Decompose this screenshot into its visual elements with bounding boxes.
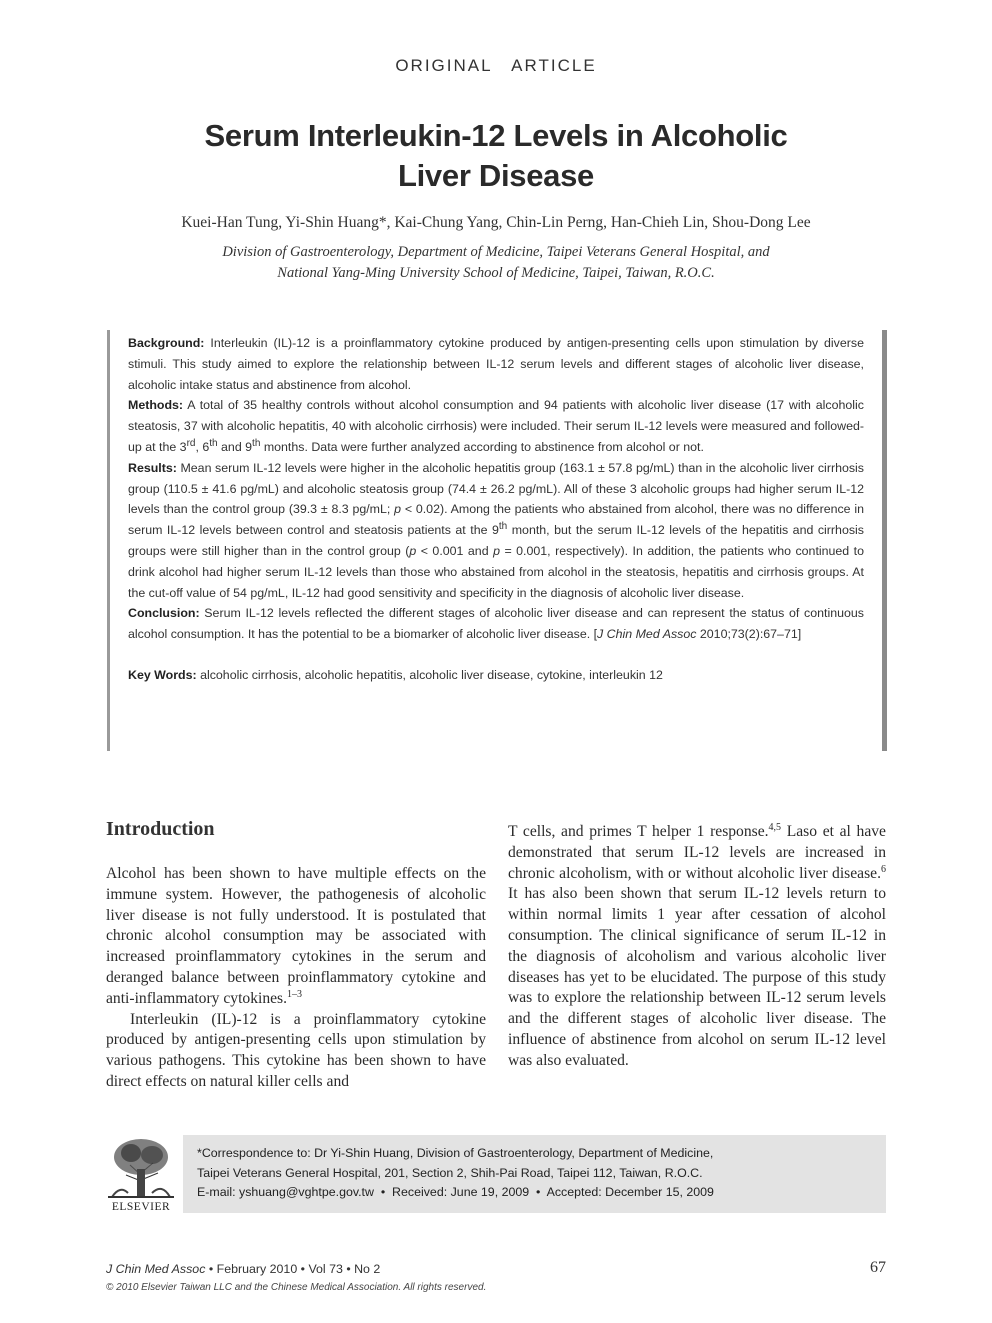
correspondence-box [183, 1135, 886, 1213]
correspondence-line-1: *Correspondence to: Dr Yi-Shin Huang, Division of Gastroenterology, Department of Medicine, [197, 1146, 714, 1160]
conclusion-label: Conclusion: [128, 606, 200, 621]
keywords-text: alcoholic cirrhosis, alcoholic hepatitis, alcoholic liver disease, cytokine, interleukin 12 [200, 667, 663, 682]
abstract-conclusion [128, 603, 864, 645]
abstract-results [128, 458, 864, 604]
superscript: th [252, 437, 261, 449]
abstract-content [128, 333, 864, 686]
background-label: Background: [128, 336, 205, 350]
intro-paragraph-1 [106, 864, 486, 1010]
reference-superscript: 6 [881, 863, 886, 875]
background-text: Interleukin (IL)-12 is a proinflammatory cytokine produced by antigen-presenting cells upon stimulation by diverse stimuli. This study aimed to explore the relationship between IL-12 serum levels and different stages of alcoholic liver disease, alcoholic intake status and abstinence from alcohol. [128, 336, 864, 392]
reference-superscript: 1–3 [287, 988, 303, 1000]
abstract-methods [128, 395, 864, 457]
keywords-label: Key Words: [128, 667, 197, 682]
superscript: rd [186, 437, 196, 449]
reference-superscript: 4,5 [768, 821, 782, 833]
methods-text: months. Data were further analyzed according to abstinence from alcohol or not. [260, 439, 704, 454]
p-value-symbol: p [394, 502, 402, 517]
citation-details: 2010;73(2):67–71] [696, 627, 802, 642]
correspondence-line-2: Taipei Veterans General Hospital, 201, Section 2, Shih-Pai Road, Taipei 112, Taiwan, R.O.C. [197, 1165, 703, 1180]
paragraph-text: Alcohol has been shown to have multiple effects on the immune system. However, the pathogenesis of alcoholic liver disease is not fully understood. It is postulated that chronic alcohol consumption may be associated with increased proinflammatory cytokines in the serum and deranged balance between proinflammatory cytokine and anti-inflammatory cytokines. [106, 865, 486, 1007]
correspondence-line-3: E-mail: yshuang@vghtpe.gov.tw • Received: June 19, 2009 • Accepted: December 15, 2009 [197, 1185, 714, 1199]
citation-journal: J Chin Med Assoc [597, 627, 697, 642]
elsevier-tree-icon [106, 1135, 176, 1199]
p-value-symbol: p [409, 543, 417, 558]
paragraph-text: Interleukin (IL)-12 is a proinflammatory cytokine produced by antigen-presenting cells upon stimulation by various pathogens. This cytokine has been shown to have direct effects on natural killer cells and [106, 1010, 486, 1090]
elsevier-wordmark: ELSEVIER [111, 1201, 171, 1213]
right-column [508, 822, 886, 1072]
affiliation-line-2: National Yang-Ming University School of Medicine, Taipei, Taiwan, R.O.C. [277, 265, 715, 281]
results-text: month, but the serum IL-12 levels of the hepatitis and cirrhosis groups were still higher than in the control group ( [128, 523, 864, 558]
results-text: < 0.02). Among the patients who abstained from alcohol, there was no difference in serum IL-12 levels between control and steatosis patients at the 9 [128, 502, 864, 538]
section-type: ORIGINAL ARTICLE [395, 56, 597, 75]
page-number: 67 [870, 1259, 886, 1276]
abstract-background [128, 333, 864, 395]
p-value-symbol: p [493, 543, 500, 558]
abstract-box [107, 330, 887, 751]
paragraph-text: Laso et al have demonstrated that serum IL-12 levels are increased in chronic alcoholism, with or without alcoholic liver disease. [508, 823, 886, 882]
article-title [120, 116, 872, 196]
results-text: = 0.001, respectively). In addition, the patients who continued to drink alcohol had higher serum IL-12 levels than those who abstained from alcohol in the steatosis, hepatitis and cirrhosis groups. At the cut-off value of 54 pg/mL, IL-12 had good sensitivity and specificity in the diagnosis of alcoholic liver disease. [128, 543, 865, 600]
footer-citation [106, 1262, 380, 1276]
title-line-1: Serum Interleukin-12 Levels in Alcoholic [204, 118, 788, 153]
results-text: < 0.001 and [416, 543, 494, 558]
paragraph-text: It has also been shown that serum IL-12 levels return to within normal limits 1 year after cessation of alcohol consumption. The clinical significance of serum IL-12 in the diagnosis of alcoholism and various alcoholic liver diseases has yet to be elucidated. The purpose of this study was to explore the relationship between IL-12 serum levels and the different stages of alcoholic liver disease. The influence of abstinence from alcohol on serum IL-12 level was also evaluated. [508, 885, 886, 1069]
results-text: Mean serum IL-12 levels were higher in the alcoholic hepatitis group (163.1 ± 57.8 pg/mL) than in the alcoholic liver cirrhosis group (110.5 ± 41.6 pg/mL) and alcoholic steatosis group (74.4 ± 26.2 pg/mL). All of these 3 alcoholic groups had higher serum IL-12 levels than the control group (39.3 ± 8.3 pg/mL; [128, 460, 864, 517]
superscript: th [498, 521, 508, 533]
author-list: Kuei-Han Tung, Yi-Shin Huang*, Kai-Chung Yang, Chin-Lin Perng, Han-Chieh Lin, Shou-Dong Lee [181, 214, 811, 231]
left-column [106, 864, 486, 1093]
intro-paragraph-3 [508, 822, 886, 1072]
footer-issue: • February 2010 • Vol 73 • No 2 [205, 1262, 381, 1276]
methods-text: , 6 [195, 439, 210, 454]
elsevier-logo [106, 1135, 176, 1215]
title-line-2: Liver Disease [397, 158, 594, 193]
affiliation [0, 242, 992, 284]
paragraph-text: T cells, and primes T helper 1 response. [508, 823, 769, 840]
superscript: th [209, 437, 218, 449]
footer-journal: J Chin Med Assoc [106, 1262, 206, 1276]
methods-text: and 9 [217, 439, 253, 454]
results-label: Results: [128, 460, 177, 475]
conclusion-text: Serum IL-12 levels reflected the different stages of alcoholic liver disease and can represent the status of continuous alcohol consumption. It has the potential to be a biomarker of alcoholic liver disease. [ [128, 606, 864, 642]
correspondence-text [197, 1144, 876, 1203]
copyright-notice: © 2010 Elsevier Taiwan LLC and the Chinese Medical Association. All rights reserved. [106, 1282, 487, 1293]
intro-paragraph-2 [106, 1010, 486, 1093]
affiliation-line-1: Division of Gastroenterology, Department of Medicine, Taipei Veterans General Hospital, and [222, 244, 770, 260]
introduction-heading: Introduction [106, 818, 215, 840]
abstract-keywords [128, 665, 864, 686]
methods-text: A total of 35 healthy controls without alcohol consumption and 94 patients with alcoholic liver disease (17 with alcoholic steatosis, 37 with alcoholic hepatitis, 40 with alcoholic cirrhosis) were included. Their serum IL-12 levels were measured and followed-up at the 3 [128, 398, 864, 454]
methods-label: Methods: [128, 398, 184, 413]
